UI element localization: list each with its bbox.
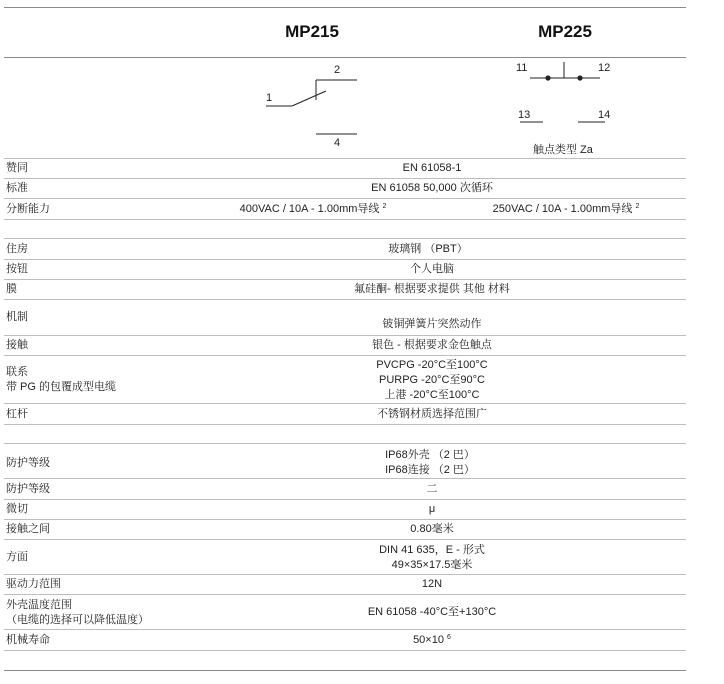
row-label-mechanism: 机制 [6, 311, 28, 323]
row-value-mechanism: 铍铜弹簧片突然动作 [382, 318, 482, 330]
rule [4, 478, 686, 479]
row-label-standard: 标准 [6, 182, 28, 194]
rule [4, 424, 686, 425]
row-label-aspect: 方面 [6, 551, 28, 563]
row-value-cable-pvc: PVCPG -20°C至100°C [376, 359, 488, 371]
row-value-breaking-right: 250VAC / 10A - 1.00mm导线 $^2$ [492, 203, 640, 215]
row-value-contact: 银色 - 根据要求金色触点 [372, 339, 492, 351]
row-value-aspect-form: DIN 41 635，E - 形式 [379, 544, 485, 556]
rule [4, 594, 686, 595]
row-value-standard: EN 61058 50,000 次循环 [371, 182, 493, 194]
row-value-microcut: μ [428, 503, 436, 515]
model-mp225-heading: MP225 [538, 22, 592, 41]
row-label-contact: 接触 [6, 339, 28, 351]
row-label-temp-range: 外壳温度范围 [6, 599, 72, 611]
rule [4, 539, 686, 540]
rule [4, 335, 686, 336]
terminal-label-1: 1 [266, 92, 273, 104]
rule [4, 259, 686, 260]
terminal-label-13: 13 [518, 109, 531, 121]
row-label-cable-line1: 联系 [6, 366, 28, 378]
terminal-label-2: 2 [334, 64, 341, 76]
rule [4, 279, 686, 280]
contact-type-caption: 触点类型 Za [533, 144, 593, 156]
terminal-label-12: 12 [598, 62, 611, 74]
terminal-label-11: 11 [516, 62, 528, 74]
row-value-protection-connection: IP68连接 （2 巴） [385, 464, 475, 476]
row-label-protection-class: 防护等级 [6, 457, 50, 469]
rule [4, 670, 686, 671]
rule [4, 629, 686, 630]
row-value-cable-pur: PURPG -20°C至90°C [379, 374, 485, 386]
rule [4, 519, 686, 520]
rule [4, 299, 686, 300]
row-value-membrane: 氟硅酮- 根据要求提供 其他 材料 [354, 283, 510, 295]
row-value-temp-range: EN 61058 -40°C至+130°C [367, 606, 497, 618]
row-value-aspect-dimensions: 49×35×17.5毫米 [391, 559, 473, 571]
row-value-breaking-left: 400VAC / 10A - 1.00mm导线 $^2$ [239, 203, 387, 215]
rule [4, 650, 686, 651]
row-label-breaking-capacity: 分断能力 [6, 203, 50, 215]
rule [4, 403, 686, 404]
row-value-protection-2: 二 [426, 483, 438, 495]
mp215-contact-symbol [266, 80, 357, 134]
row-value-actuation-force: 12N [421, 578, 443, 590]
contact-diagrams [0, 0, 724, 160]
contact-dot [545, 75, 550, 80]
row-value-protection-housing: IP68外壳 （2 巴） [385, 449, 475, 461]
row-label-temp-note: （电缆的选择可以降低温度） [6, 614, 149, 626]
row-value-lever: 不锈钢材质选择范围广 [377, 408, 487, 420]
row-value-contact-gap: 0.80毫米 [410, 523, 454, 535]
row-label-actuation-force: 驱动力范围 [6, 578, 61, 590]
rule [4, 443, 686, 444]
rule [4, 238, 686, 239]
model-mp215-heading: MP215 [285, 22, 339, 41]
row-value-housing: 玻璃钢 （PBT） [388, 243, 468, 255]
row-label-mechanical-life: 机械寿命 [6, 634, 50, 646]
row-value-approval: EN 61058-1 [402, 162, 462, 174]
row-label-membrane: 膜 [6, 283, 17, 295]
row-label-cable-line2: 带 PG 的包覆成型电缆 [6, 381, 117, 393]
superscript: 6 [447, 634, 451, 641]
row-label-protection-class-2: 防护等级 [6, 483, 50, 495]
contact-dot [577, 75, 582, 80]
row-label-lever: 杠杆 [6, 408, 28, 420]
row-label-microcut: 微切 [6, 503, 28, 515]
rule [4, 499, 686, 500]
terminal-label-14: 14 [598, 109, 611, 121]
terminal-label-4: 4 [334, 137, 341, 149]
superscript: 2 [382, 203, 387, 210]
row-value-button: 个人电脑 [410, 263, 454, 275]
row-label-button: 按钮 [6, 263, 28, 275]
row-label-approval: 赞同 [6, 162, 28, 174]
rule [4, 178, 686, 179]
row-label-housing: 住房 [6, 243, 28, 255]
rule [4, 219, 686, 220]
superscript: 2 [635, 203, 640, 210]
rule [4, 574, 686, 575]
mp225-contact-symbol [520, 62, 605, 122]
rule [4, 355, 686, 356]
row-value-mechanical-life: 50×10 $^6$ [413, 634, 451, 646]
rule [4, 198, 686, 199]
row-label-contact-gap: 接触之间 [6, 523, 50, 535]
row-value-cable-other: 上港 -20°C至100°C [384, 389, 480, 401]
